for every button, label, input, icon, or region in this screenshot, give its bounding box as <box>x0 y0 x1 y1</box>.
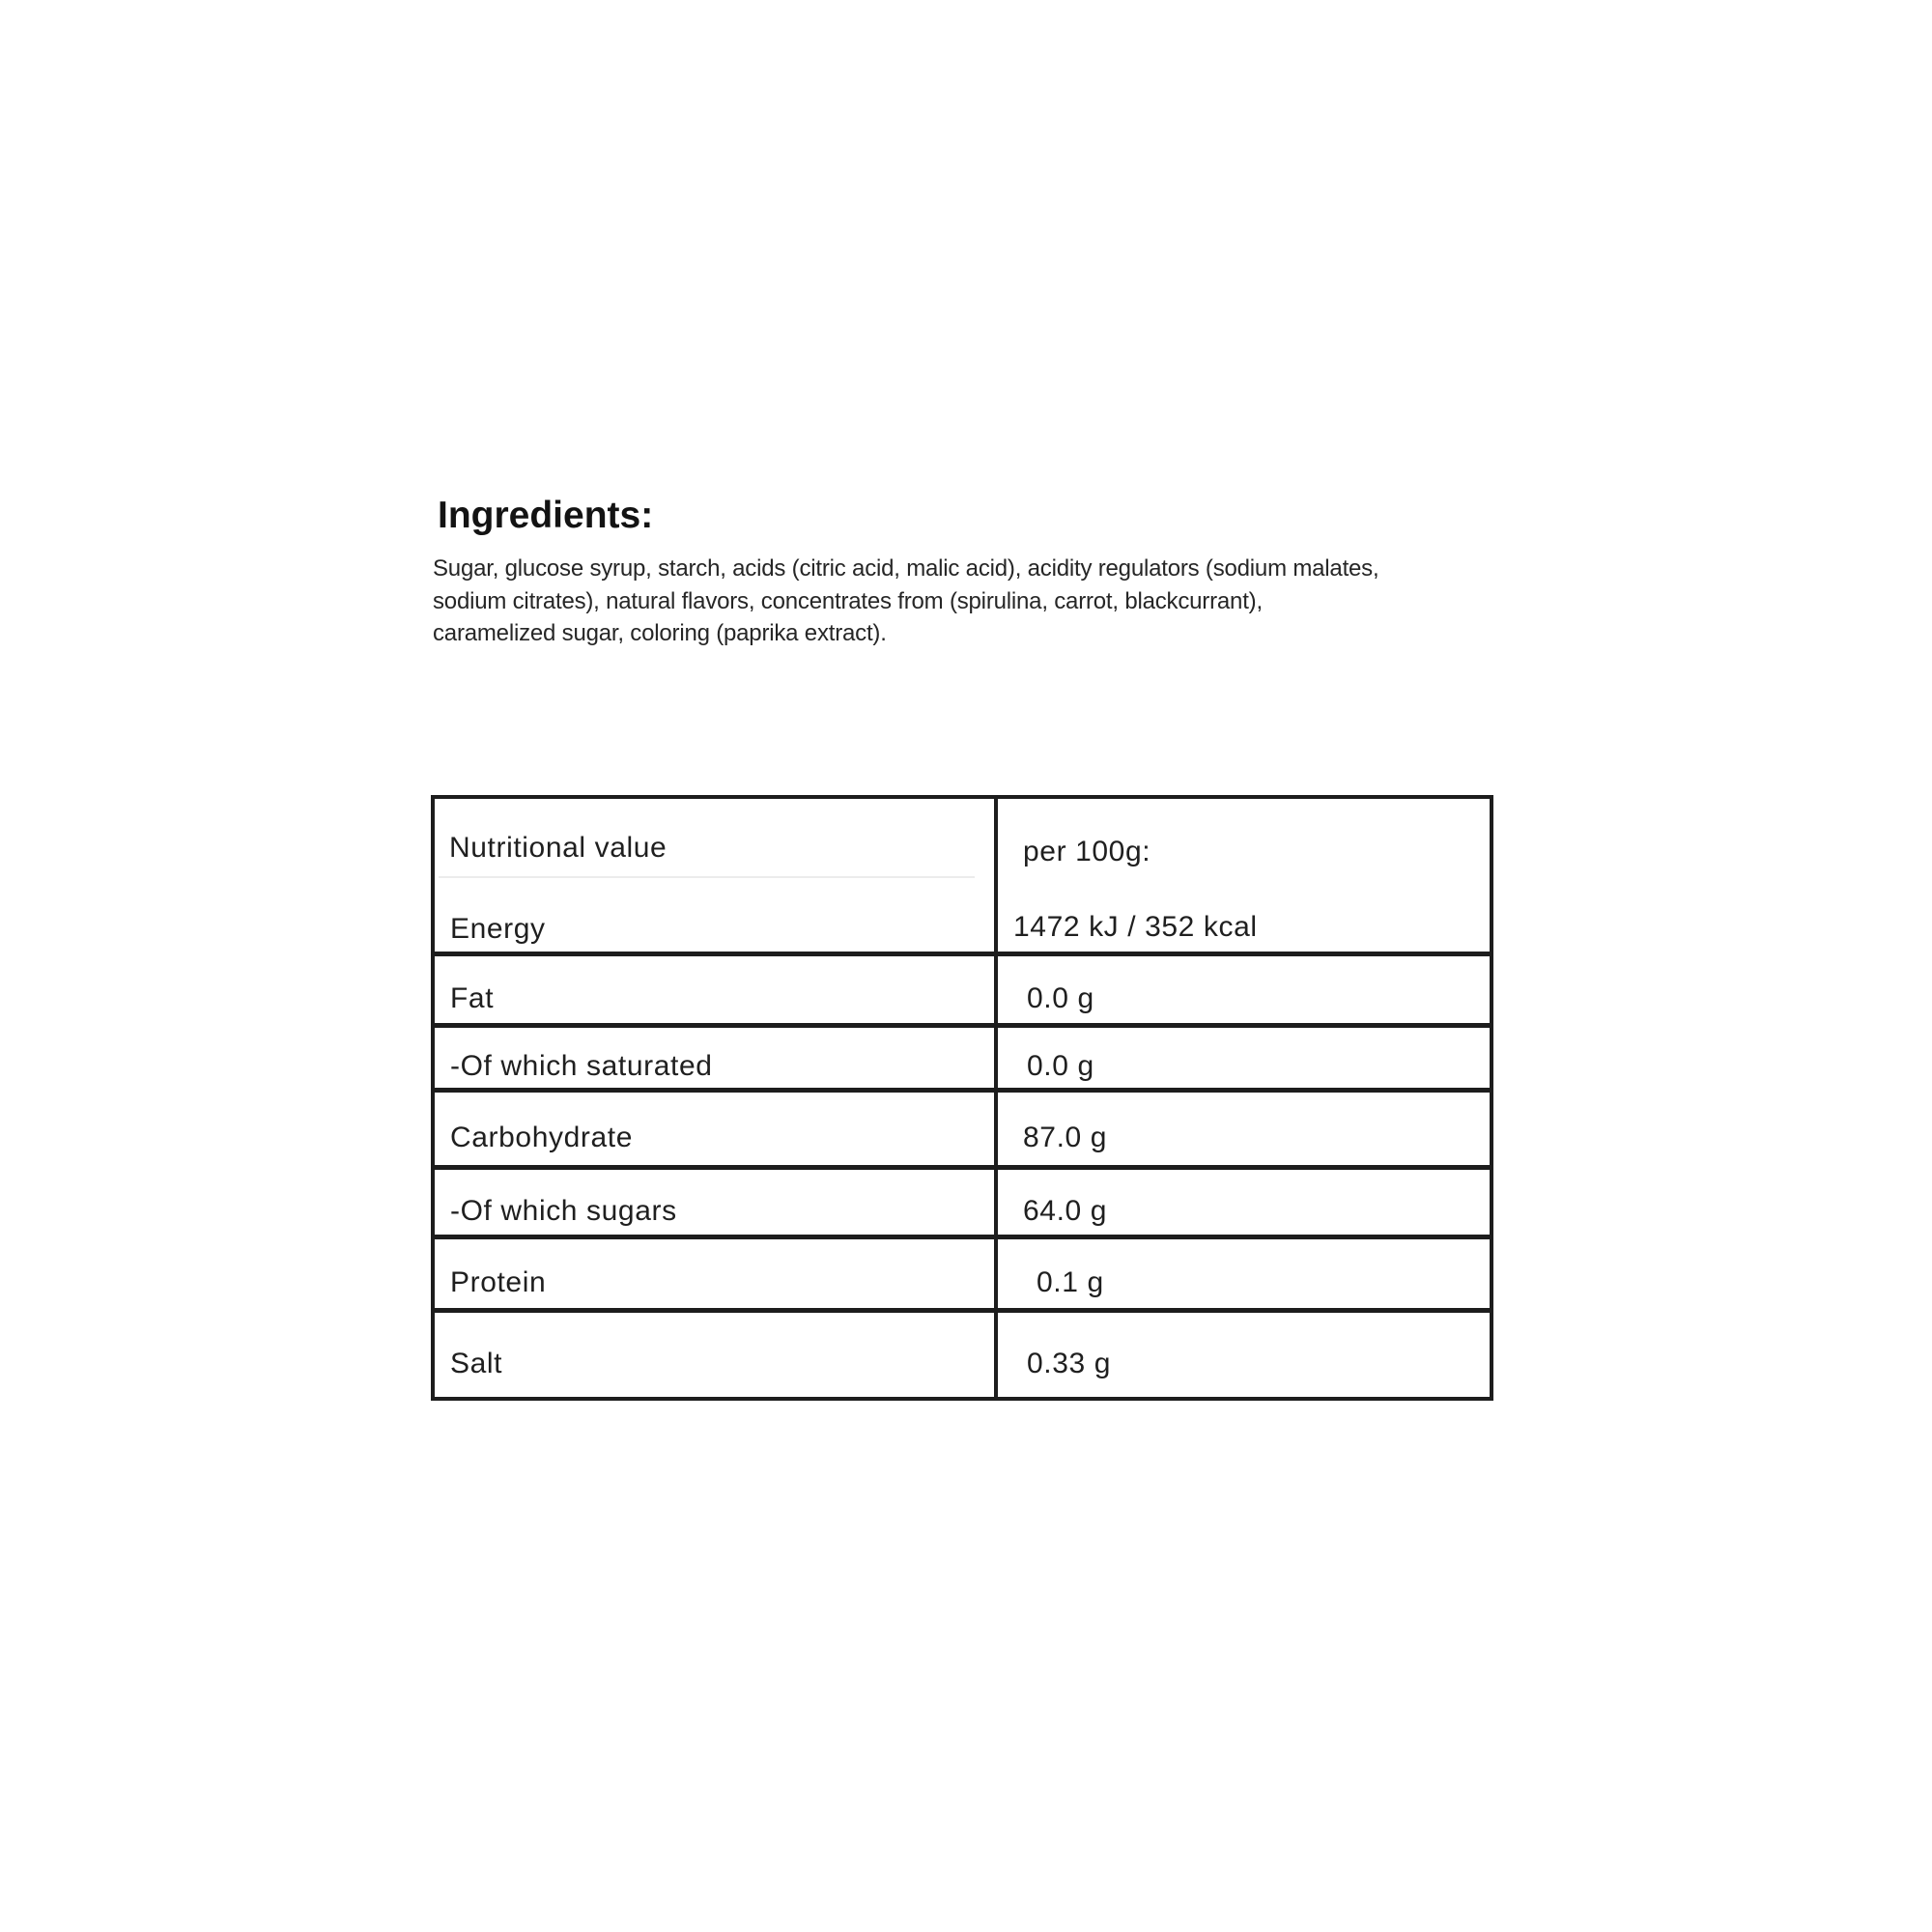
row-label-carbohydrate: Carbohydrate <box>450 1121 633 1153</box>
table-row-header-energy <box>435 799 1490 952</box>
faint-divider-rule <box>439 876 975 878</box>
ingredients-heading: Ingredients: <box>438 495 654 536</box>
table-row-salt <box>435 1308 1490 1397</box>
ingredients-line-3: caramelized sugar, coloring (paprika extract). <box>433 620 887 646</box>
ingredients-paragraph <box>433 553 1378 650</box>
header-label: Nutritional value <box>449 832 668 864</box>
row-value-fat: 0.0 g <box>1027 981 1094 1014</box>
table-row-carbohydrate <box>435 1088 1490 1165</box>
row-value-salt: 0.33 g <box>1027 1347 1112 1379</box>
table-row-sugars <box>435 1165 1490 1235</box>
row-label-saturated: -Of which saturated <box>450 1050 713 1082</box>
row-label-fat: Fat <box>450 981 495 1014</box>
table-row-saturated <box>435 1023 1490 1088</box>
row-value-carbohydrate: 87.0 g <box>1023 1121 1108 1153</box>
row-label-protein: Protein <box>450 1265 547 1298</box>
ingredients-line-1: Sugar, glucose syrup, starch, acids (citric acid, malic acid), acidity regulators (sodium malates, <box>433 555 1379 582</box>
header-energy-left-cell <box>435 799 998 952</box>
header-energy-right-cell <box>998 799 1490 952</box>
row-value-saturated: 0.0 g <box>1027 1050 1094 1082</box>
table-row-protein <box>435 1235 1490 1308</box>
nutrition-table <box>431 795 1493 1401</box>
row-label-energy: Energy <box>450 913 546 945</box>
row-value-sugars: 64.0 g <box>1023 1194 1108 1227</box>
row-value-protein: 0.1 g <box>1037 1265 1104 1298</box>
ingredients-line-2: sodium citrates), natural flavors, concentrates from (spirulina, carrot, blackcurrant), <box>433 587 1263 614</box>
row-label-salt: Salt <box>450 1347 503 1379</box>
table-row-fat <box>435 952 1490 1023</box>
header-value: per 100g: <box>1023 836 1151 867</box>
row-value-energy: 1472 kJ / 352 kcal <box>1013 911 1258 943</box>
row-label-sugars: -Of which sugars <box>450 1194 677 1227</box>
